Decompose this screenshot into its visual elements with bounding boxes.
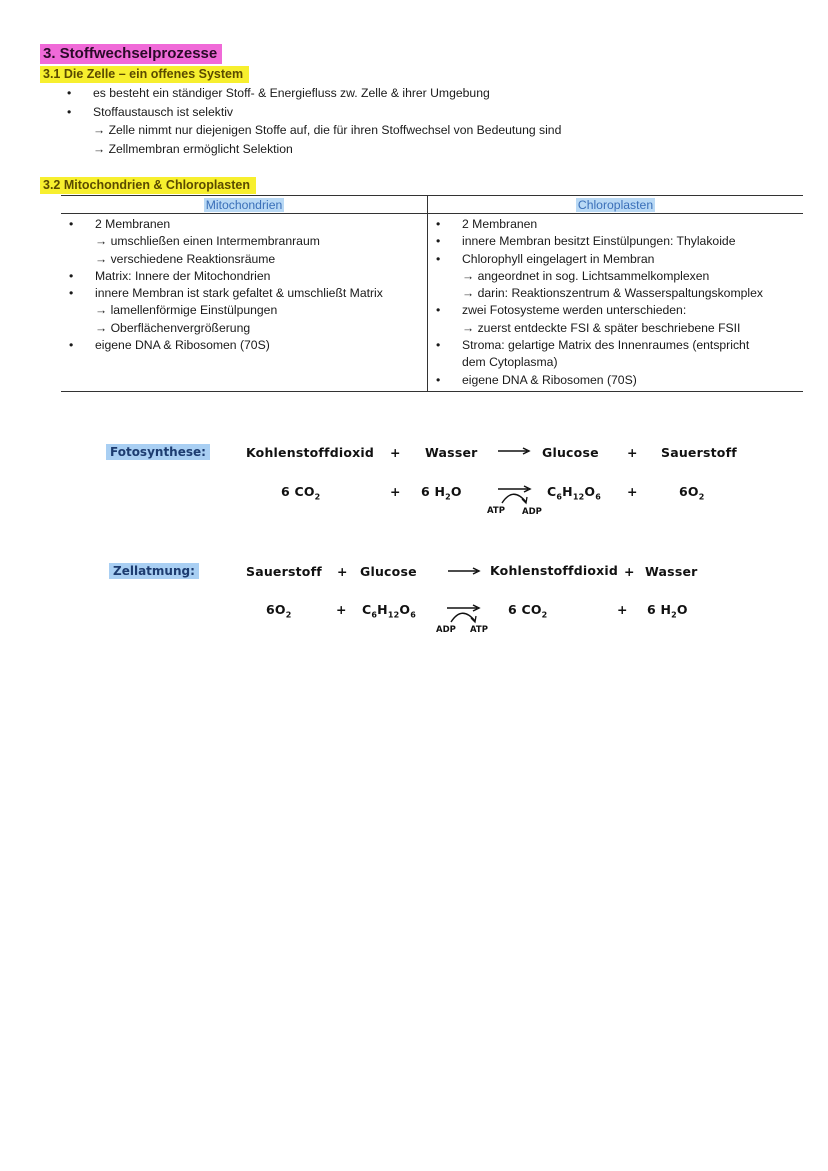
item-text: → angeordnet in sog. Lichtsammelkomplexen [462,268,710,283]
bullet-dot: • [436,234,441,249]
atp-reaction-arrow [446,604,482,624]
bullet-dot: • [69,217,74,231]
list-item [428,354,803,371]
word-kohlenstoffdioxid: Kohlenstoffdioxid [490,563,619,578]
header-label: Chloroplasten [577,198,654,212]
bullet-dot: • [436,303,441,318]
item-text: eigene DNA & Ribosomen (70S) [95,338,270,353]
item-text: eigene DNA & Ribosomen (70S) [462,372,637,387]
list-item [428,216,803,233]
chloroplasten-cell [428,214,804,392]
item-text: 2 Membranen [462,217,538,231]
formula-co2: 6 $CO_2$ [281,484,321,502]
plus-sign: + [617,602,628,617]
bullet-item [67,84,490,103]
sub-item: → Zellmembran ermöglicht Selektion [93,142,293,156]
header-label: Mitochondrien [205,198,283,212]
item-text: zwei Fotosysteme werden unterschieden: [462,303,687,318]
list-item [428,320,803,337]
list-item [61,285,427,302]
list-item [428,372,803,389]
bullet-dot: • [436,217,441,231]
item-text: Matrix: Innere der Mitochondrien [95,268,271,283]
list-item [61,233,427,250]
plus-sign: + [624,564,635,579]
list-item [61,268,427,285]
zellatmung-label: Zellatmung: [109,563,199,579]
plus-sign: + [390,445,401,460]
item-text: Chlorophyll eingelagert in Membran [462,251,655,266]
list-item [428,251,803,268]
bullet-dot: • [436,372,441,387]
list-item [428,233,803,250]
item-text: → zuerst entdeckte FSI & später beschriebene FSII [462,320,741,335]
formula-co2: 6 $CO_2$ [508,602,548,620]
item-text: → darin: Reaktionszentrum & Wasserspaltungskomplex [462,286,763,301]
bullet-item [67,103,234,122]
plus-sign: + [627,445,638,460]
reaction-arrow [447,566,481,576]
list-item [428,268,803,285]
word-sauerstoff: Sauerstoff [661,445,737,460]
item-text: dem Cytoplasma) [462,355,558,370]
formula-glucose: $C_6H_{12}O_6$ [547,484,601,502]
header-mitochondrien [61,196,428,214]
item-text: → verschiedene Reaktionsräume [95,251,276,266]
list-item [428,285,803,302]
item-text: innere Membran besitzt Einstülpungen: Thylakoide [462,234,736,249]
item-text: → lamellenförmige Einstülpungen [95,303,278,318]
adp-label: ADP [522,507,542,517]
item-text: Stroma: gelartige Matrix des Innenraumes (entspricht [462,338,750,353]
formula-o2: $6O_2$ [679,484,705,502]
fotosynthese-label: Fotosynthese: [106,444,210,460]
atp-label: ATP [470,625,488,635]
atp-label: ATP [487,506,505,516]
list-item [61,302,427,319]
word-glucose: Glucose [542,445,599,460]
word-glucose: Glucose [360,564,417,579]
bullet-dot: • [69,268,74,283]
bullet-dot: • [436,251,441,266]
comparison-table [61,195,803,392]
list-item [61,216,427,233]
item-text: 2 Membranen [95,217,171,231]
bullet-dot: • [67,105,72,119]
formula-glucose: $C_6H_{12}O_6$ [362,602,416,620]
plus-sign: + [390,484,401,499]
plus-sign: + [336,602,347,617]
item-text: innere Membran ist stark gefaltet & umschließt Matrix [95,286,383,301]
plus-sign: + [627,484,638,499]
list-item [61,320,427,337]
item-text: → Oberflächenvergrößerung [95,320,251,335]
word-wasser: Wasser [645,564,698,579]
word-wasser: Wasser [425,445,478,460]
list-item [428,302,803,319]
bullet-dot: • [69,338,74,353]
bullet-text: es besteht ein ständiger Stoff- & Energiefluss zw. Zelle & ihrer Umgebung [93,86,490,100]
list-item [61,251,427,268]
atp-reaction-arrow [497,485,533,505]
formula-h2o: 6 $H_2O$ [647,602,688,620]
formula-h2o: 6 $H_2O$ [421,484,462,502]
page-title: 3. Stoffwechselprozesse [40,44,222,64]
list-item [428,337,803,354]
sub-item: → Zelle nimmt nur diejenigen Stoffe auf, die für ihren Stoffwechsel von Bedeutung sind [93,123,562,137]
word-sauerstoff: Sauerstoff [246,564,322,579]
bullet-text: Stoffaustausch ist selektiv [93,105,234,119]
item-text: → umschließen einen Intermembranraum [95,234,320,249]
word-kohlenstoffdioxid: Kohlenstoffdioxid [246,445,375,460]
adp-label: ADP [436,625,456,635]
section-3-2-heading: 3.2 Mitochondrien & Chloroplasten [40,177,256,194]
formula-o2: $6O_2$ [266,602,292,620]
section-3-1-heading: 3.1 Die Zelle – ein offenes System [40,66,249,83]
reaction-arrow [497,446,531,456]
bullet-dot: • [436,338,441,353]
list-item [61,337,427,354]
bullet-dot: • [67,86,72,100]
mitochondrien-cell [61,214,428,392]
plus-sign: + [337,564,348,579]
header-chloroplasten [428,196,804,214]
bullet-dot: • [69,286,74,301]
